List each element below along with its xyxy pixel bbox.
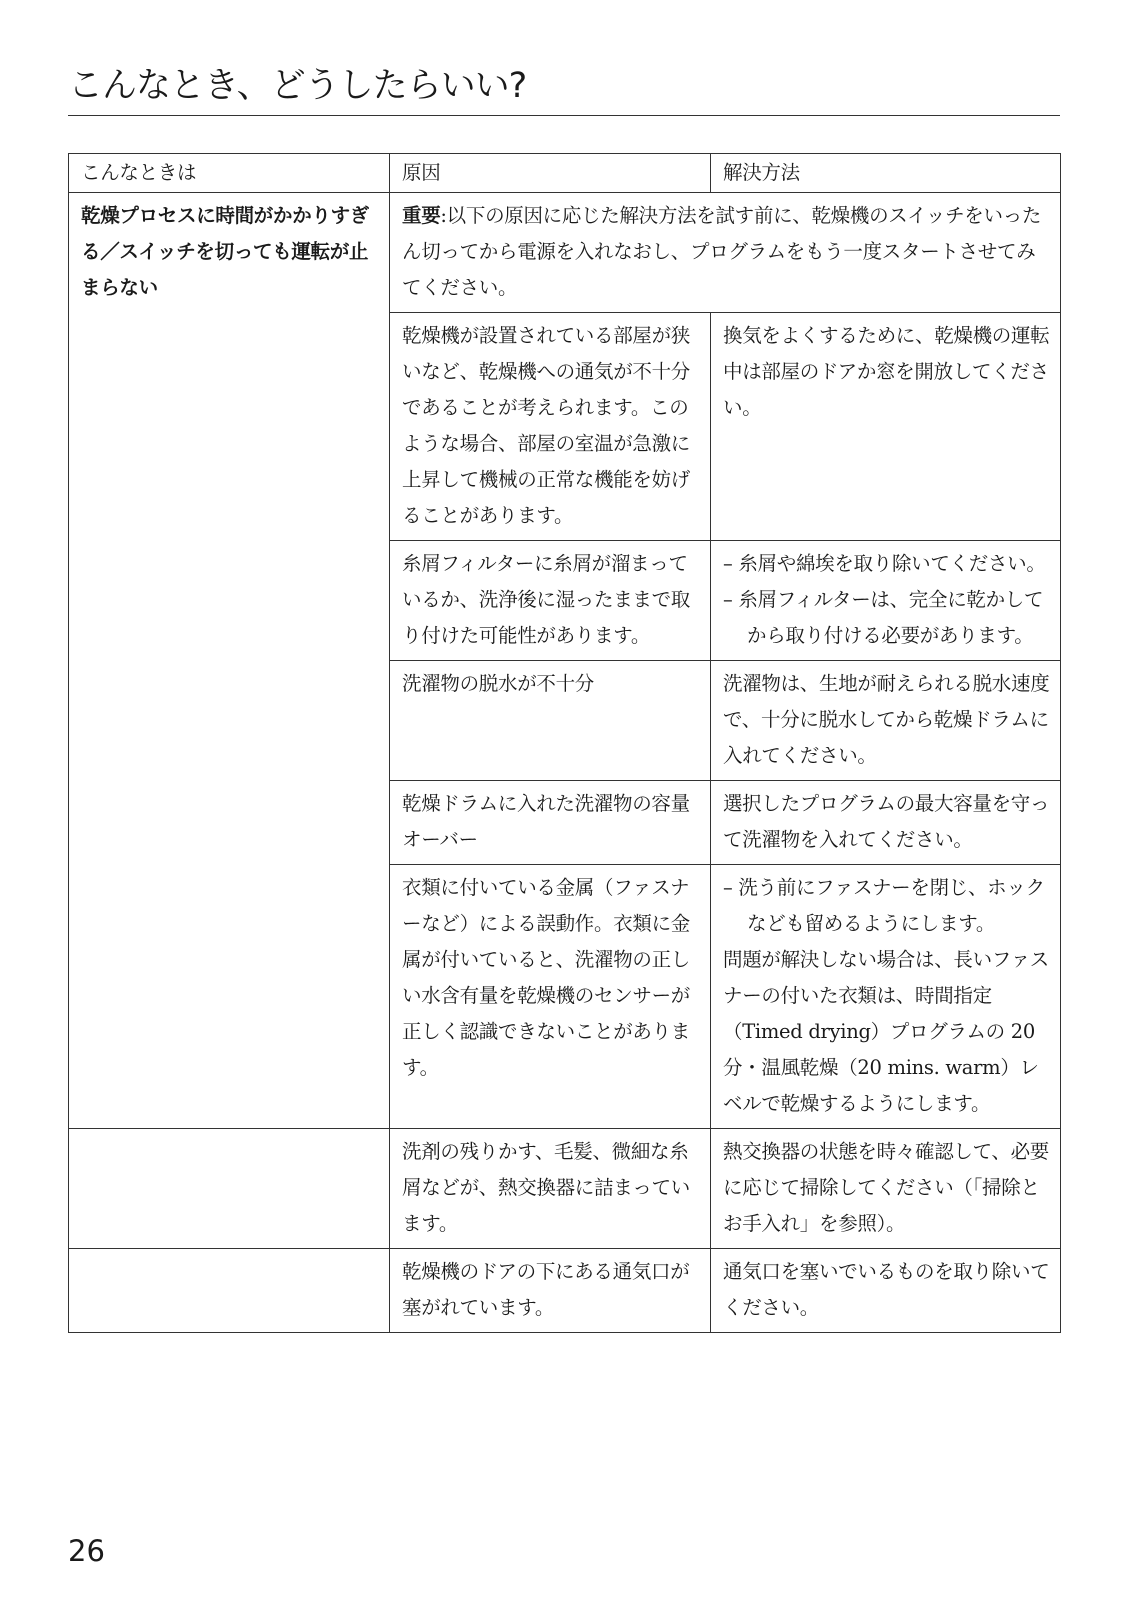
solution-list-item: – 糸屑や綿埃を取り除いてください。 — [723, 552, 1046, 575]
solution-cell: 選択したプログラムの最大容量を守って洗濯物を入れてください。 — [711, 781, 1061, 865]
empty-symptom-cell — [69, 1129, 390, 1249]
troubleshooting-table — [68, 153, 1061, 1333]
solution-cell — [711, 865, 1061, 1129]
title-divider — [68, 115, 1060, 116]
page-title: こんなとき、どうしたらいい? — [68, 66, 527, 106]
solution-list-item: – 糸屑フィルターは、完全に乾かしてから取り付ける必要があります。 — [723, 588, 1044, 647]
header-cause: 原因 — [390, 154, 711, 193]
empty-symptom-cell — [69, 1249, 390, 1333]
table-row — [69, 1249, 1061, 1333]
important-note — [390, 193, 1061, 313]
cause-cell: 洗濯物の脱水が不十分 — [390, 661, 711, 781]
header-solution: 解決方法 — [711, 154, 1061, 193]
cause-cell: 洗剤の残りかす、毛髪、微細な糸屑などが、熱交換器に詰まっています。 — [390, 1129, 711, 1249]
solution-cell: 換気をよくするために、乾燥機の運転中は部屋のドアか窓を開放してください。 — [711, 313, 1061, 541]
cause-cell: 乾燥機のドアの下にある通気口が塞がれています。 — [390, 1249, 711, 1333]
solution-cell: 熱交換器の状態を時々確認して、必要に応じて掃除してください（「掃除とお手入れ」を参照）。 — [711, 1129, 1061, 1249]
table-row — [69, 1129, 1061, 1249]
cause-cell: 糸屑フィルターに糸屑が溜まっているか、洗浄後に湿ったままで取り付けた可能性があります。 — [390, 541, 711, 661]
important-label: 重要 — [402, 204, 441, 227]
important-text: :以下の原因に応じた解決方法を試す前に、乾燥機のスイッチをいったん切ってから電源を入れなおし、プログラムをもう一度スタートさせてみてください。 — [402, 204, 1042, 299]
solution-cell — [711, 541, 1061, 661]
cause-cell: 乾燥ドラムに入れた洗濯物の容量オーバー — [390, 781, 711, 865]
header-symptom: こんなときは — [69, 154, 390, 193]
cause-cell: 乾燥機が設置されている部屋が狭いなど、乾燥機への通気が不十分であることが考えられます。このような場合、部屋の室温が急激に上昇して機械の正常な機能を妨げることがあります。 — [390, 313, 711, 541]
table-header-row — [69, 154, 1061, 193]
symptom-cell: 乾燥プロセスに時間がかかりすぎる／スイッチを切っても運転が止まらない — [69, 193, 390, 1129]
cause-cell: 衣類に付いている金属（ファスナーなど）による誤動作。衣類に金属が付いていると、洗濯物の正しい水含有量を乾燥機のセンサーが正しく認識できないことがあります。 — [390, 865, 711, 1129]
table-row — [69, 193, 1061, 313]
solution-list-item: – 洗う前にファスナーを閉じ、ホックなども留めるようにします。 — [723, 876, 1045, 935]
solution-cell: 洗濯物は、生地が耐えられる脱水速度で、十分に脱水してから乾燥ドラムに入れてください。 — [711, 661, 1061, 781]
solution-extra-text: 問題が解決しない場合は、長いファスナーの付いた衣類は、時間指定（Timed drying）プログラムの 20 分・温風乾燥（20 mins. warm）レベルで乾燥するようにします。 — [723, 948, 1050, 1115]
solution-cell: 通気口を塞いでいるものを取り除いてください。 — [711, 1249, 1061, 1333]
page-number: 26 — [68, 1534, 105, 1568]
